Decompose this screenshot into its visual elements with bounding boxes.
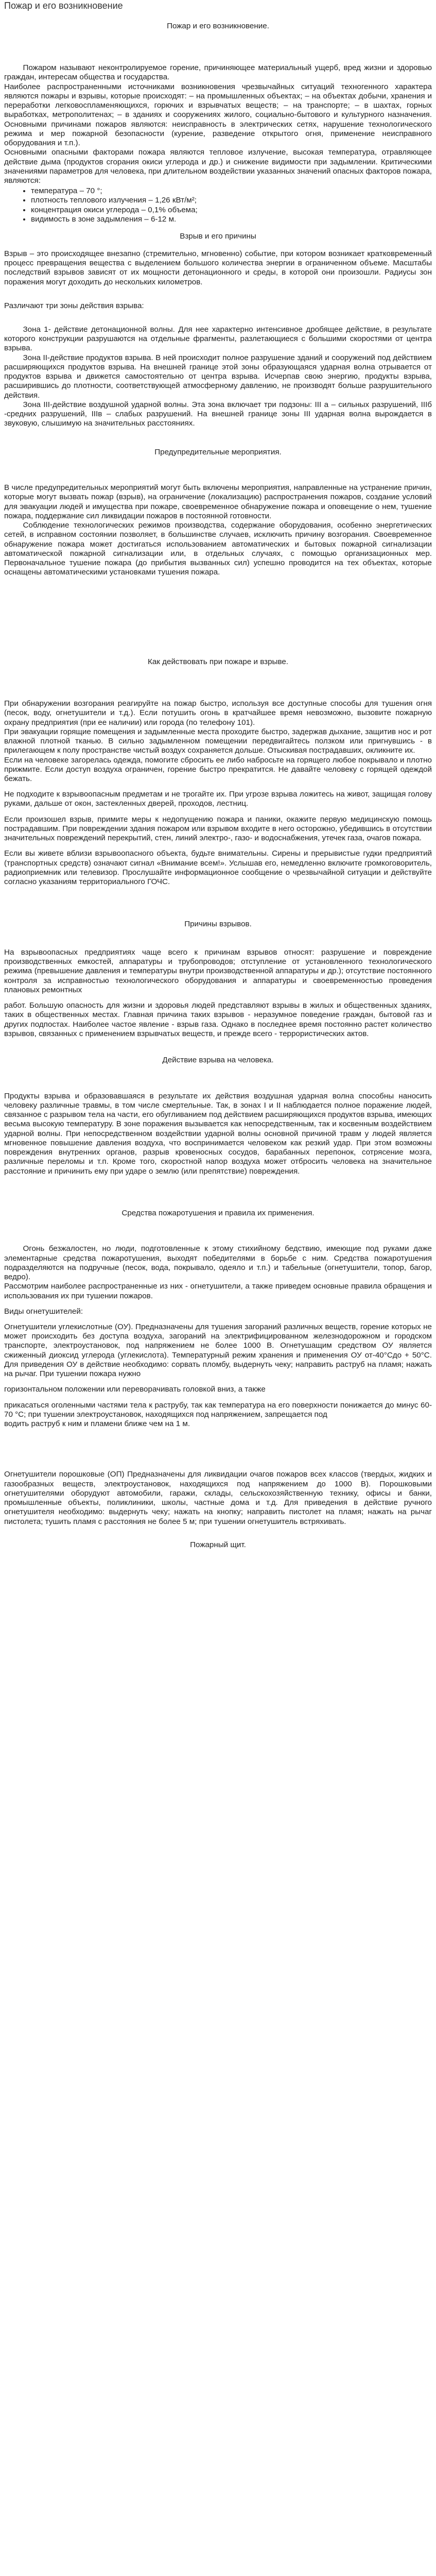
- actions-paragraph: Если произошел взрыв, примите меры к недопущению пожара и паники, окажите первую медицинскую помощь пострадавшим. При повреждении здания пожаром или взрывом входите в него осторожно, убедившись в отсутствии значительных повреждений перекрытий, стен, линий электро-, газо- и водоснабжения, утечек газа, очагов пожара.: [4, 815, 432, 843]
- zone-paragraph: Зона 1- действие детонационной волны. Для нее характерно интенсивное дробящее действие, в результате которого конструкции разрушаются на отдельные фрагменты, разлетающиеся с большими скоростями от центра взрыва.: [4, 325, 432, 353]
- types-paragraph: Огнетушители углекислотные (ОУ). Предназначены для тушения загораний различных веществ, горение которых не может происходить без доступа воздуха, загораний на электрифицированном железнодорожном и городском транспорте, электроустановок, под напряжением не более 1000 В. Огнетушащим средством ОУ является сжиженный диоксид углерода (углекислота). Температурный режим хранения и применения ОУ от-40°Сдо + 50°С. Для приведения ОУ в действие необходимо: сорвать пломбу, выдернуть чеку; направить раструб на пламя; нажать на рычаг. При тушении пожара нужно: [4, 1323, 432, 1379]
- actions-paragraph: При обнаружении возгорания реагируйте на пожар быстро, используя все доступные способы для тушения огня (песок, воду, огнетушители и т.д.). Если потушить огонь в кратчайшее время невозможно, вызовите пожарную охрану предприятия (при ее наличии) или города (по телефону 101).: [4, 699, 432, 727]
- window-title: Пожар и его возникновение: [4, 1, 123, 11]
- section-heading: Средства пожаротушения и правила их применения.: [121, 1208, 315, 1217]
- intro-paragraph: Пожаром называют неконтролируемое горение, причиняющее материальный ущерб, вред жизни и здоровью граждан, интересам общества и государства.: [4, 63, 432, 82]
- list-item: • концентрация окиси углерода – 0,1% объема;: [31, 206, 432, 215]
- section-heading: Причины взрывов.: [184, 919, 252, 928]
- prevention-paragraph: Соблюдение технологических режимов производства, содержание оборудования, особенно энергетических сетей, в исправном состоянии позволяет, в большинстве случаев, исключить причину возгорания. Своевременное обнаружение пожара может достигаться использованием автоматических и бытовых пожарной сигнализации автоматической пожарной сигнализации или, в отдельных случаях, с помощью организационных мер. Первоначальное тушение пожара (до прибытия вызванных сил) успешно проводится на тех объектах, которые оснащены автоматическими установками тушения пожара.: [4, 521, 432, 577]
- critical-values-list: [4, 187, 432, 224]
- human-paragraph: Продукты взрыва и образовавшаяся в результате их действия воздушная ударная волна способны наносить человеку различные травмы, в том числе смертельные. Так, в зонах I и II наблюдается полное поражение людей, связанное с разрывом тела на части, его обугливанием под действием расширяющихся продуктов взрыва, имеющих весьма высокую температуру. В зоне поражения вызывается как непосредственным, так и косвенным воздействием ударной волны. При непосредственном воздействии ударной волны основной причиной травм у людей является мгновенное повышение давления воздуха, что воспринимается человеком как резкий удар. При этом возможны повреждения внутренних органов, разрыв кровеносных сосудов, барабанных перепонок, сотрясение мозга, различные переломы и т.п. Кроме того, скоростной напор воздуха может отбросить человека на значительное расстояние и причинить ему при ударе о землю (или препятствие) повреждения.: [4, 1091, 432, 1176]
- intro-paragraph: Основными опасными факторами пожара являются тепловое излучение, высокая температура, отравляющее действие дыма (продуктов сгорания окиси углерода и др.) и снижение видимости при задымлении. Критическими значениями параметров для человека, при длительном воздействии указанных значений опасных факторов пожара, являются:: [4, 148, 432, 185]
- list-item: • видимость в зоне задымления – 6-12 м.: [31, 215, 432, 224]
- actions-paragraph: При эвакуации горящие помещения и задымленные места проходите быстро, задержав дыхание, защитив нос и рот влажной плотной тканью. В сильно задымленном помещении передвигайтесь ползком или пригнувшись - в прилегающем к полу пространстве чистый воздух сохраняется дольше. Отыскивая пострадавших, окликните их.: [4, 727, 432, 755]
- types-paragraph: водить раструб к ним и пламени ближе чем на 1 м.: [4, 1419, 190, 1429]
- prevention-paragraph: В числе предупредительных мероприятий могут быть включены мероприятия, направленные на устранение причин, которые могут вызвать пожар (взрыв), на ограничение (локализацию) распространения пожаров, создание условий для эвакуации людей и имущества при пожаре, своевременное обнаружение пожара и оповещение о нем, тушение пожара, поддержание сил ликвидации пожаров в постоянной готовности.: [4, 483, 432, 520]
- zone-paragraph: Зона II-действие продуктов взрыва. В ней происходит полное разрушение зданий и сооружений под действием расширяющихся продуктов взрыва. На внешней границе этой зоны образующаяся ударная волна отрывается от продуктов взрыва и движется самостоятельно от центра взрыва. Исчерпав свою энергию, продукты взрыва, расширившись до плотности, соответствующей атмосферному давлению, не производят больше разрушительного действия.: [4, 353, 432, 400]
- actions-paragraph: Если вы живете вблизи взрывоопасного объекта, будьте внимательны. Сирены и прерывистые гудки предприятий (транспортных средств) означают сигнал «Внимание всем!». Услышав его, немедленно включите громкоговоритель, радиоприемник или телевизор. Прослушайте информационное сообщение о чрезвычайной ситуации и действуйте согласно указаниям территориального ГОЧС.: [4, 849, 432, 887]
- list-item: • температура – 70 °;: [31, 187, 432, 196]
- powder-paragraph: Огнетушители порошковые (ОП) Предназначены для ликвидации очагов пожаров всех классов (твердых, жидких и газообразных веществ, электроустановок, находящихся под напряжением до 1000 В). Порошковыми огнетушителями оборудуют автомобили, гаражи, склады, сельскохозяйственную технику, офисы и банки, промышленные объекты, поликлиники, школы, частные дома и т.д. Для приведения в действие ручного огнетушителя необходимо: выдернуть чеку; нажать на кнопку; направить пистолет на пламя; нажать на рычаг пистолета; тушить пламя с расстояния не более 5 м; при тушении огнетушитель встряхивать.: [4, 1470, 432, 1526]
- means-paragraph: Огонь безжалостен, но люди, подготовленные к этому стихийному бедствию, имеющие под руками даже элементарные средства пожаротушения, выходят победителями в борьбе с ним. Средства пожаротушения подразделяются на подручные (песок, вода, покрывало, одеяло и т.п.) и табельные (огнетушители, топор, багор, ведро).: [4, 1244, 432, 1282]
- types-heading: Виды огнетушителей:: [4, 1307, 83, 1316]
- section-heading: Взрыв и его причины: [180, 232, 256, 241]
- intro-paragraph: Наиболее распространенными источниками возникновения чрезвычайных ситуаций техногенного характера являются пожары и взрывы, которые происходят: – на промышленных объектах; – на объектах добычи, хранения и переработки легковоспламеняющихся, горючих и взрывчатых веществ; – на транспорте; – в шахтах, горных выработках, метрополитенах; – в зданиях и сооружениях жилого, социально-бытового и культурного назначения. Основными причинами пожаров являются: неисправность в электрических сетях, нарушение технологического режима и мер пожарной безопасности (курение, разведение открытого огня, применение неисправного оборудования и т.п.).: [4, 82, 432, 148]
- zone-paragraph: Зона III-действие воздушной ударной волны. Эта зона включает три подзоны: III а – сильных разрушений, IIIб -средних разрушений, IIIв – слабых разрушений. На внешней границе зоны III ударная волна вырождается в звуковую, слышимую на значительных расстояниях.: [4, 400, 432, 428]
- means-paragraph: Рассмотрим наиболее распространенные из них - огнетушители, а также приведем основные правила обращения и использования их при тушении пожаров.: [4, 1282, 432, 1300]
- causes-paragraph: На взрывоопасных предприятиях чаще всего к причинам взрывов относят: разрушение и повреждение производственных емкостей, аппаратуры и трубопроводов; отступление от установленного технологического режима (превышение давления и температуры внутри производственной аппаратуры и др.); отсутствие постоянного контроля за исправностью технологического оборудования и аппаратуры и своевременностью проведения плановых ремонтных: [4, 947, 432, 994]
- actions-paragraph: Не подходите к взрывоопасным предметам и не трогайте их. При угрозе взрыва ложитесь на живот, защищая голову руками, дальше от окон, застекленных дверей, проходов, лестниц.: [4, 790, 432, 808]
- main-heading: Пожар и его возникновение.: [167, 21, 269, 30]
- actions-paragraph: Если на человеке загорелась одежда, помогите сбросить ее либо набросьте на горящего любое покрывало и плотно прижмите. Если доступ воздуха ограничен, горение быстро прекратится. Не давайте человеку с горящей одеждой бежать.: [4, 755, 432, 783]
- section-heading: Пожарный щит.: [190, 1540, 246, 1549]
- section-heading: Действие взрыва на человека.: [162, 1056, 274, 1065]
- list-item: • плотность теплового излучения – 1,26 кВт/м²;: [31, 196, 432, 205]
- types-paragraph: горизонтальном положении или переворачивать головкой вниз, а также: [4, 1385, 266, 1394]
- section-heading: Как действовать при пожаре и взрыве.: [147, 657, 289, 666]
- types-paragraph: прикасаться оголенными частями тела к раструбу, так как температура на его поверхности понижается до минус 60-70 °С; при тушении электроустановок, находящихся под напряжением, запрещается под: [4, 1400, 432, 1419]
- section-heading: Предупредительные мероприятия.: [154, 447, 282, 456]
- causes-paragraph: работ. Большую опасность для жизни и здоровья людей представляют взрывы в жилых и общественных зданиях, таких в общественных местах. Главная причина таких взрывов - неразумное поведение граждан, бытовой газ и других подпостах. Наиболее частое явление - взрыв газа. Однако в последнее время постоянно растет количество взрывов, связанных с применением взрывчатых веществ, и прежде всего - террористических актов.: [4, 1001, 432, 1038]
- zones-intro: Различают три зоны действия взрыва:: [4, 301, 144, 310]
- explosion-paragraph: Взрыв – это происходящее внезапно (стремительно, мгновенно) событие, при котором возникает кратковременный процесс превращения вещества с выделением большого количества энергии в ограниченном объеме. Масштабы последствий взрывов зависят от их мощности детонационного и среды, в которой они произошли. Радиусы зон поражения могут доходить до нескольких километров.: [4, 249, 432, 286]
